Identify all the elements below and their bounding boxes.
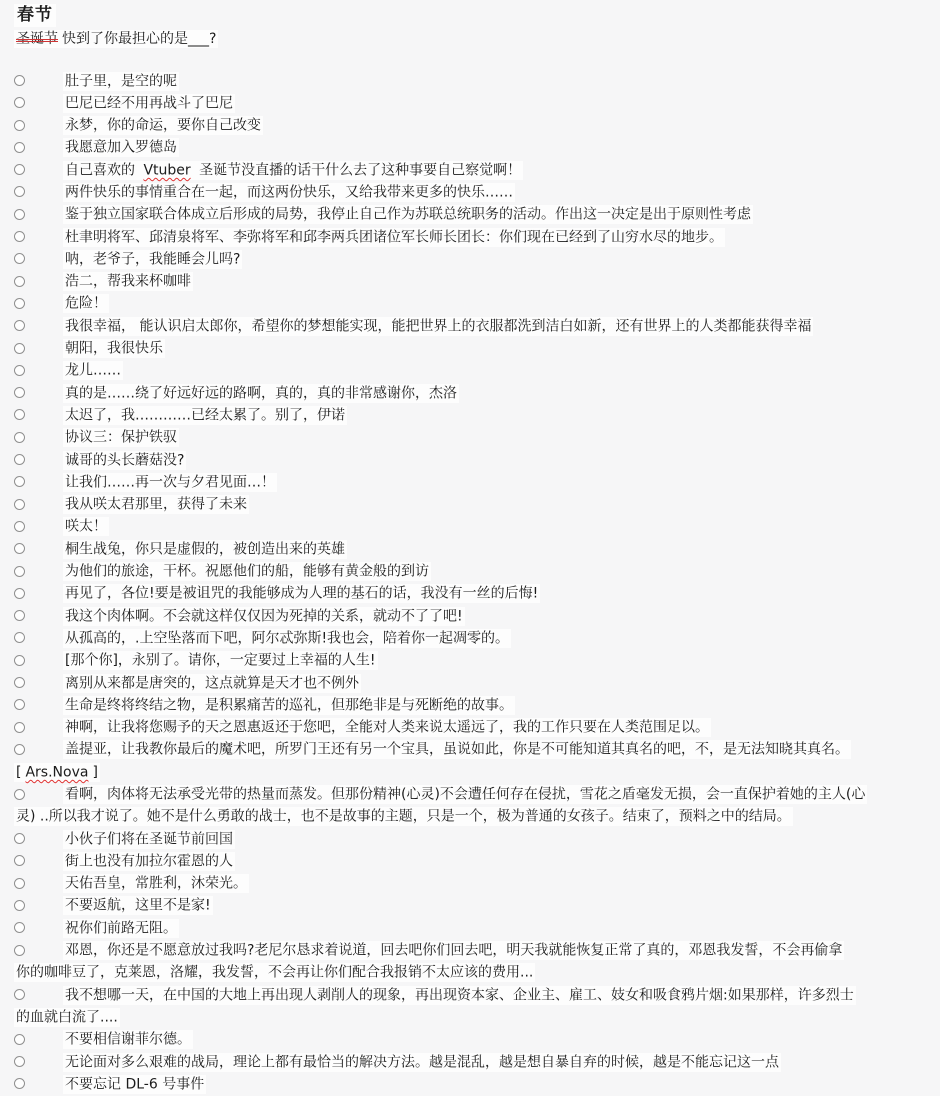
option-text-segment: 自己喜欢的 bbox=[65, 162, 140, 179]
option-row[interactable] bbox=[14, 694, 926, 716]
radio-button[interactable] bbox=[14, 231, 25, 242]
option-label bbox=[14, 672, 926, 694]
option-text-segment: [那个你]，永别了。请你，一定要过上幸福的人生! bbox=[65, 652, 376, 669]
radio-button[interactable] bbox=[14, 900, 25, 911]
option-text-segment: 两件快乐的事情重合在一起，而这两份快乐，又给我带来更多的快乐…… bbox=[65, 184, 513, 201]
question-rest: 快到了你最担心的是___? bbox=[62, 31, 217, 47]
option-row[interactable] bbox=[14, 984, 926, 1029]
option-row[interactable] bbox=[14, 895, 926, 917]
radio-button[interactable] bbox=[14, 566, 25, 577]
option-text-segment: 我很幸福， 能认识启太郎你，希望你的梦想能实现，能把世界上的衣服都洗到洁白如新，还有世界上的人类都能获得幸福 bbox=[65, 318, 812, 335]
radio-button[interactable] bbox=[14, 209, 25, 220]
radio-button[interactable] bbox=[14, 432, 25, 443]
option-label bbox=[14, 940, 926, 985]
spellcheck-flagged-text: Ars.Nova bbox=[25, 764, 89, 781]
option-text-segment: 圣诞节没直播的话干什么去了这种事要自己察觉啊！ bbox=[194, 162, 522, 179]
option-text-segment: 太迟了，我…………已经太累了。别了，伊诺 bbox=[65, 407, 345, 424]
option-text-segment: 不要相信谢菲尔德。 bbox=[65, 1031, 191, 1048]
option-text-segment: 肚子里，是空的呢 bbox=[65, 73, 177, 89]
question-text bbox=[14, 28, 926, 50]
radio-button[interactable] bbox=[14, 789, 25, 800]
option-row[interactable] bbox=[14, 115, 926, 137]
radio-button[interactable] bbox=[14, 655, 25, 666]
option-row[interactable] bbox=[14, 739, 926, 784]
option-row[interactable] bbox=[14, 92, 926, 114]
option-row[interactable] bbox=[14, 717, 926, 739]
option-label bbox=[14, 315, 926, 337]
option-label bbox=[14, 873, 926, 895]
radio-button[interactable] bbox=[14, 298, 25, 309]
option-row[interactable] bbox=[14, 338, 926, 360]
option-text-segment: 杜聿明将军、邱清泉将军、李弥将军和邱李两兵团诸位军长师长团长：你们现在已经到了山穷水尽的地步。 bbox=[65, 229, 723, 246]
option-row[interactable] bbox=[14, 404, 926, 426]
option-text-segment: 桐生战兔，你只是虚假的，被创造出来的英雄 bbox=[65, 541, 345, 558]
option-label bbox=[14, 739, 926, 784]
radio-button[interactable] bbox=[14, 878, 25, 889]
option-label bbox=[14, 471, 926, 493]
option-row[interactable] bbox=[14, 248, 926, 270]
option-text-segment: 街上也没有加拉尔霍恩的人 bbox=[65, 853, 233, 870]
option-label bbox=[14, 627, 926, 649]
option-text-segment: 浩二，帮我来杯咖啡 bbox=[65, 273, 191, 290]
radio-button[interactable] bbox=[14, 142, 25, 153]
option-text-segment: 从孤高的，.上空坠落而下吧，阿尔忒弥斯!我也会，陪着你一起凋零的。 bbox=[65, 630, 510, 647]
option-label bbox=[14, 561, 926, 583]
option-label bbox=[14, 293, 926, 315]
option-row[interactable] bbox=[14, 583, 926, 605]
option-text-segment: 为他们的旅途，干杯。祝愿他们的船，能够有黄金般的到访 bbox=[65, 563, 429, 580]
option-label bbox=[14, 605, 926, 627]
option-label bbox=[14, 449, 926, 471]
radio-button[interactable] bbox=[14, 945, 25, 956]
option-row[interactable] bbox=[14, 159, 926, 181]
radio-button[interactable] bbox=[14, 521, 25, 532]
option-row[interactable] bbox=[14, 828, 926, 850]
option-text-segment: 灵) ..所以我才说了。她不是什么勇敢的战士，也不是故事的主题，只是一个，极为普通的女孩子。结束了，预料之中的结局。 bbox=[16, 808, 791, 825]
option-row[interactable] bbox=[14, 940, 926, 985]
option-label bbox=[14, 538, 926, 560]
option-row[interactable] bbox=[14, 360, 926, 382]
survey-header bbox=[0, 0, 940, 50]
radio-button[interactable] bbox=[14, 722, 25, 733]
option-row[interactable] bbox=[14, 538, 926, 560]
option-text-segment: 无论面对多么艰难的战局，理论上都有最恰当的解决方法。越是混乱，越是想自暴自弃的时候，越是不能忘记这一点 bbox=[65, 1054, 779, 1071]
option-row[interactable] bbox=[14, 204, 926, 226]
option-row[interactable] bbox=[14, 449, 926, 471]
option-row[interactable] bbox=[14, 561, 926, 583]
option-row[interactable] bbox=[14, 293, 926, 315]
option-row[interactable] bbox=[14, 650, 926, 672]
spellcheck-flagged-text: Vtuber bbox=[143, 162, 191, 179]
radio-button[interactable] bbox=[14, 677, 25, 688]
option-label bbox=[14, 427, 926, 449]
option-label bbox=[14, 204, 926, 226]
option-text-segment: 呐，老爷子，我能睡会儿吗? bbox=[65, 251, 241, 268]
option-label bbox=[14, 828, 926, 850]
option-text-segment: 巴尼已经不用再战斗了巴尼 bbox=[65, 95, 233, 112]
option-row[interactable] bbox=[14, 516, 926, 538]
option-text-segment: 鉴于独立国家联合体成立后形成的局势，我停止自己作为苏联总统职务的活动。作出这一决定是出于原则性考虑 bbox=[65, 206, 751, 223]
option-row[interactable] bbox=[14, 494, 926, 516]
option-row[interactable] bbox=[14, 181, 926, 203]
option-row[interactable] bbox=[14, 784, 926, 829]
option-text-segment: 看啊，肉体将无法承受光带的热量而蒸发。但那份精神(心灵)不会遭任何存在侵扰，雪花之盾毫发无损，会一直保护着她的主人(心 bbox=[65, 786, 866, 803]
option-text-segment: 我从咲太君那里，获得了未来 bbox=[65, 496, 247, 513]
option-text-segment: 你的咖啡豆了，克莱恩，洛耀，我发誓，不会再让你们配合我报销不太应该的费用... bbox=[16, 964, 534, 981]
option-row[interactable] bbox=[14, 427, 926, 449]
option-row[interactable] bbox=[14, 605, 926, 627]
question-struck-word: 圣诞节 bbox=[16, 31, 58, 47]
radio-button[interactable] bbox=[14, 120, 25, 131]
option-text-segment: 永梦，你的命运，要你自己改变 bbox=[65, 117, 261, 134]
option-row[interactable] bbox=[14, 1073, 926, 1095]
option-row[interactable] bbox=[14, 315, 926, 337]
option-label bbox=[14, 784, 926, 829]
option-label bbox=[14, 984, 926, 1029]
option-text-segment: 小伙子们将在圣诞节前回国 bbox=[65, 831, 233, 848]
option-text-segment: [ bbox=[16, 764, 22, 781]
radio-button[interactable] bbox=[14, 1056, 25, 1067]
option-label bbox=[14, 917, 926, 939]
option-text-segment: 危险！ bbox=[65, 295, 107, 312]
option-text-segment: 我这个肉体啊。不会就这样仅仅因为死掉的关系，就动不了了吧! bbox=[65, 608, 463, 625]
option-row[interactable] bbox=[14, 1051, 926, 1073]
option-label bbox=[14, 248, 926, 270]
option-label bbox=[14, 382, 926, 404]
option-text-segment: 的血就白流了.... bbox=[16, 1009, 118, 1026]
option-row[interactable] bbox=[14, 672, 926, 694]
option-label bbox=[14, 516, 926, 538]
options-list bbox=[14, 70, 926, 1096]
option-text-segment: 离别从来都是唐突的，这点就算是天才也不例外 bbox=[65, 675, 359, 692]
option-row[interactable] bbox=[14, 917, 926, 939]
option-label bbox=[14, 360, 926, 382]
radio-button[interactable] bbox=[14, 75, 25, 86]
option-label bbox=[14, 583, 926, 605]
option-text-segment: 朝阳，我很快乐 bbox=[65, 340, 163, 357]
radio-button[interactable] bbox=[14, 744, 25, 755]
option-text-segment: 我愿意加入罗德岛 bbox=[65, 139, 177, 156]
option-label bbox=[14, 115, 926, 137]
option-label bbox=[14, 650, 926, 672]
option-label bbox=[14, 70, 926, 92]
option-label bbox=[14, 226, 926, 248]
option-label bbox=[14, 895, 926, 917]
option-text-segment: 邓恩，你还是不愿意放过我吗?老尼尔恳求着说道，回去吧你们回去吧，明天我就能恢复正常了真的，邓恩我发誓，不会再偷拿 bbox=[65, 942, 843, 959]
option-label bbox=[14, 717, 926, 739]
option-label bbox=[14, 137, 926, 159]
option-text-segment: 真的是……绕了好远好远的路啊，真的，真的非常感谢你，杰洛 bbox=[65, 385, 457, 402]
option-text-segment: 天佑吾皇，常胜利，沐荣光。 bbox=[65, 875, 247, 892]
option-row[interactable] bbox=[14, 873, 926, 895]
option-row[interactable] bbox=[14, 1029, 926, 1051]
option-text-segment: 不要忘记 DL-6 号事件 bbox=[65, 1076, 205, 1093]
option-text-segment: 盖提亚，让我教你最后的魔术吧，所罗门王还有另一个宝具，虽说如此，你是不可能知道其真名的吧，不，是无法知晓其真名。 bbox=[65, 741, 849, 758]
option-label bbox=[14, 850, 926, 872]
option-text-segment: 祝你们前路无阻。 bbox=[65, 920, 177, 937]
option-row[interactable] bbox=[14, 471, 926, 493]
option-text-segment: 诚哥的头长蘑菇没? bbox=[65, 452, 185, 469]
option-label bbox=[14, 1051, 926, 1073]
option-label bbox=[14, 159, 926, 181]
option-text-segment: 不要返航，这里不是家! bbox=[65, 897, 211, 914]
radio-button[interactable] bbox=[14, 454, 25, 465]
option-text-segment: 咲太！ bbox=[65, 518, 107, 535]
option-label bbox=[14, 271, 926, 293]
option-label bbox=[14, 694, 926, 716]
option-text-segment: 协议三：保护铁驭 bbox=[65, 429, 177, 446]
option-row[interactable] bbox=[14, 271, 926, 293]
radio-button[interactable] bbox=[14, 276, 25, 287]
option-row[interactable] bbox=[14, 627, 926, 649]
option-text-segment: 神啊，让我将您赐予的天之恩惠返还于您吧，全能对人类来说太遥远了，我的工作只要在人类范围足以。 bbox=[65, 719, 709, 736]
option-text-segment: ] bbox=[92, 764, 98, 781]
radio-button[interactable] bbox=[14, 1034, 25, 1045]
option-row[interactable] bbox=[14, 137, 926, 159]
option-row[interactable] bbox=[14, 382, 926, 404]
option-row[interactable] bbox=[14, 70, 926, 92]
option-label bbox=[14, 404, 926, 426]
option-label bbox=[14, 338, 926, 360]
page-title: 春节 bbox=[14, 4, 56, 27]
option-label bbox=[14, 181, 926, 203]
option-label bbox=[14, 494, 926, 516]
radio-button[interactable] bbox=[14, 588, 25, 599]
option-row[interactable] bbox=[14, 226, 926, 248]
option-row[interactable] bbox=[14, 850, 926, 872]
radio-button[interactable] bbox=[14, 343, 25, 354]
radio-button[interactable] bbox=[14, 365, 25, 376]
option-text-segment: 龙儿…… bbox=[65, 362, 121, 379]
option-label bbox=[14, 1073, 926, 1095]
radio-button[interactable] bbox=[14, 499, 25, 510]
option-text-segment: 让我们……再一次与夕君见面…！ bbox=[65, 474, 275, 491]
option-label bbox=[14, 92, 926, 114]
option-text-segment: 我不想哪一天，在中国的大地上再出现人剥削人的现象，再出现资本家、企业主、雇工、妓女和吸食鸦片烟:如果那样，许多烈士 bbox=[65, 987, 854, 1004]
option-text-segment: 再见了，各位!要是被诅咒的我能够成为人理的基石的话，我没有一丝的后悔! bbox=[65, 585, 539, 602]
option-text-segment: 生命是终将终结之物，是积累痛苦的巡礼，但那绝非是与死断绝的故事。 bbox=[65, 697, 513, 714]
option-label bbox=[14, 1029, 926, 1051]
